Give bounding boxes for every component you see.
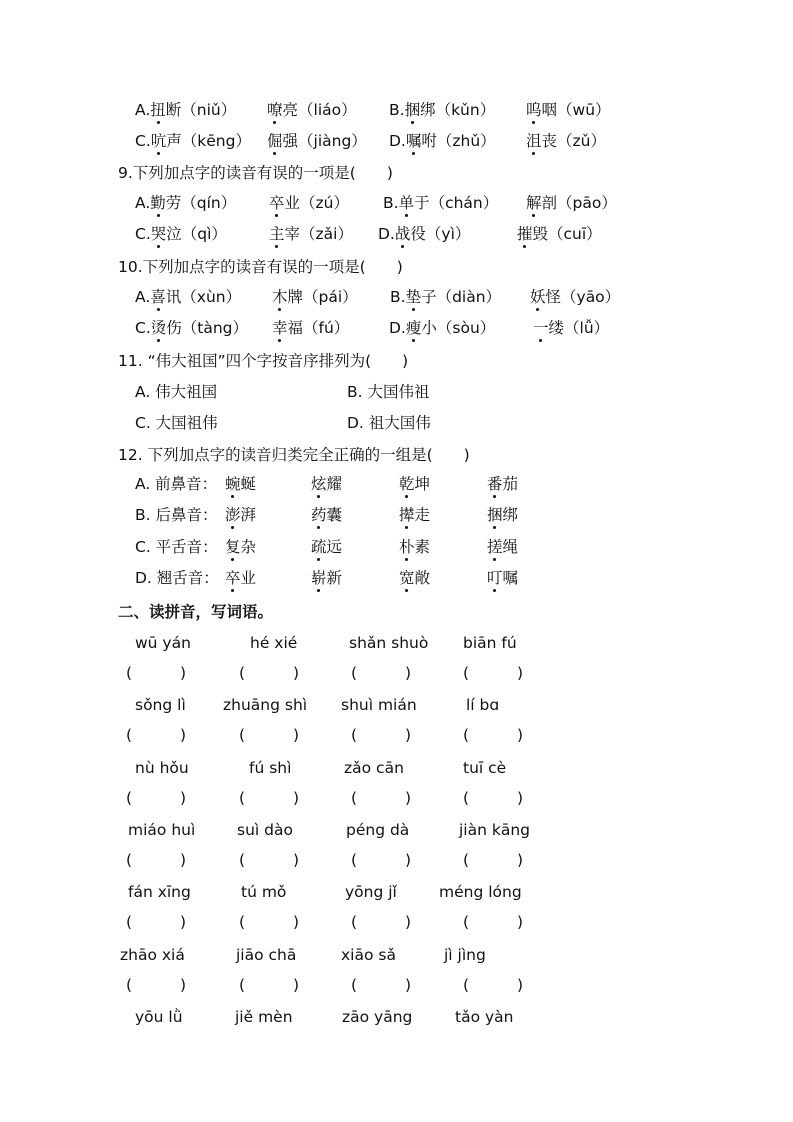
option-text: 怪（yāo） xyxy=(545,288,621,306)
pinyin-prompt: tú mǒ xyxy=(241,883,287,901)
close-paren: ) xyxy=(179,789,186,807)
option-text: 劳（qín） xyxy=(165,194,237,212)
section-2-title: 二、读拼音，写词语。 xyxy=(118,603,274,621)
close-paren: ) xyxy=(516,664,523,682)
pinyin-prompt: yōng jǐ xyxy=(345,883,397,901)
close-paren: ) xyxy=(292,726,299,744)
word-remainder: 绑 xyxy=(502,506,519,524)
q9-row1-option-1 xyxy=(269,192,349,214)
dotted-character: 摧 xyxy=(517,225,533,243)
dotted-character: 呜 xyxy=(526,101,542,119)
q8-row2-option-0 xyxy=(135,130,251,152)
option-text: 绑（kǔn） xyxy=(420,101,496,119)
word-remainder: 耀 xyxy=(326,475,343,493)
dotted-character: 朴 xyxy=(399,538,415,556)
option-letter: C. xyxy=(135,319,151,337)
word-remainder: 新 xyxy=(326,569,343,587)
dotted-character: 主 xyxy=(269,225,285,243)
option-letter: C. xyxy=(135,132,151,150)
q12-option-label: C. 平舌音： xyxy=(135,538,218,556)
option-letter: D. xyxy=(389,132,406,150)
pinyin-prompt: sǒng lì xyxy=(135,696,186,714)
word-remainder: 走 xyxy=(414,506,431,524)
q10-row2-option-0 xyxy=(135,317,248,339)
open-paren: ( xyxy=(351,976,358,994)
close-paren: ) xyxy=(516,851,523,869)
pinyin-prompt: zāo yāng xyxy=(342,1008,413,1026)
open-paren: ( xyxy=(126,789,133,807)
word-remainder: 敞 xyxy=(414,569,431,587)
option-text: 于（chán） xyxy=(414,194,499,212)
q10-row1-option-1 xyxy=(272,286,358,308)
q12-word xyxy=(311,504,342,526)
dotted-character: 垫 xyxy=(405,288,422,306)
option-text: 福（fú） xyxy=(287,319,350,337)
pinyin-prompt: lí bɑ xyxy=(466,696,500,714)
dotted-character: 幸 xyxy=(272,319,288,337)
dotted-character: 勤 xyxy=(150,194,166,212)
q12-word xyxy=(487,567,518,589)
open-paren: ( xyxy=(463,789,470,807)
dotted-character: 嘹 xyxy=(267,101,283,119)
open-paren: ( xyxy=(351,789,358,807)
q9-row1-option-0 xyxy=(135,192,236,214)
open-paren: ( xyxy=(126,664,133,682)
dotted-character: 沮 xyxy=(526,132,542,150)
option-text: 咽（wū） xyxy=(541,101,611,119)
pinyin-prompt: shǎn shuò xyxy=(349,634,429,652)
q12-word xyxy=(225,473,256,495)
question-9-title: 9.下列加点字的读音有误的一项是( ) xyxy=(118,164,393,182)
option-text: 丧（zǔ） xyxy=(541,132,606,150)
open-paren: ( xyxy=(239,976,246,994)
open-paren: ( xyxy=(351,851,358,869)
q12-word xyxy=(225,504,256,526)
close-paren: ) xyxy=(179,726,186,744)
q11-option-a: A. 伟大祖国 xyxy=(135,383,218,401)
dotted-character: 叮 xyxy=(487,569,503,587)
word-remainder: 绳 xyxy=(502,538,519,556)
pinyin-prompt: méng lóng xyxy=(439,883,522,901)
word-remainder: 湃 xyxy=(240,506,257,524)
pinyin-prompt: jiàn kāng xyxy=(459,821,530,839)
q8-row2-option-3 xyxy=(526,130,606,152)
pinyin-prompt: xiāo sǎ xyxy=(341,946,396,964)
dotted-character: 捆 xyxy=(404,101,421,119)
dotted-character: 一 xyxy=(533,319,549,337)
q8-row1-option-2 xyxy=(389,99,495,121)
q11-option-c: C. 大国祖伟 xyxy=(135,414,218,432)
close-paren: ) xyxy=(516,913,523,931)
dotted-character: 药 xyxy=(311,506,327,524)
pinyin-prompt: biān fú xyxy=(463,634,517,652)
dotted-character: 倔 xyxy=(267,132,283,150)
q8-row1-option-3 xyxy=(526,99,611,121)
dotted-character: 搓 xyxy=(487,538,503,556)
pinyin-prompt: shuì mián xyxy=(341,696,417,714)
close-paren: ) xyxy=(179,851,186,869)
close-paren: ) xyxy=(179,913,186,931)
q9-row2-option-2 xyxy=(378,223,470,245)
option-text: 宰（zǎi） xyxy=(284,225,353,243)
dotted-character: 瘦 xyxy=(405,319,422,337)
option-text: 讯（xùn） xyxy=(165,288,242,306)
dotted-character: 疏 xyxy=(311,538,327,556)
open-paren: ( xyxy=(351,726,358,744)
pinyin-prompt: jì jìng xyxy=(444,946,486,964)
pinyin-prompt: zhāo xiá xyxy=(120,946,185,964)
q12-word xyxy=(487,536,518,558)
q12-word xyxy=(487,473,518,495)
dotted-character: 撵 xyxy=(399,506,415,524)
open-paren: ( xyxy=(126,976,133,994)
dotted-character: 嘱 xyxy=(405,132,422,150)
close-paren: ) xyxy=(292,851,299,869)
open-paren: ( xyxy=(463,976,470,994)
open-paren: ( xyxy=(239,851,246,869)
pinyin-prompt: zhuāng shì xyxy=(223,696,308,714)
word-remainder: 坤 xyxy=(414,475,431,493)
open-paren: ( xyxy=(463,664,470,682)
pinyin-prompt: tuī cè xyxy=(463,759,507,777)
dotted-character: 吭 xyxy=(150,132,167,150)
q10-row1-option-2 xyxy=(390,286,501,308)
close-paren: ) xyxy=(292,913,299,931)
close-paren: ) xyxy=(404,726,411,744)
option-letter: B. xyxy=(390,288,406,306)
q12-option-label: B. 后鼻音： xyxy=(135,506,218,524)
q12-word xyxy=(311,567,342,589)
option-text: 断（niǔ） xyxy=(165,101,237,119)
dotted-character: 哭 xyxy=(150,225,167,243)
dotted-character: 烫 xyxy=(150,319,167,337)
close-paren: ) xyxy=(516,726,523,744)
option-letter: C. xyxy=(135,225,151,243)
q10-row2-option-3 xyxy=(533,317,609,339)
dotted-character: 妖 xyxy=(530,288,546,306)
close-paren: ) xyxy=(404,789,411,807)
q8-row2-option-2 xyxy=(389,130,496,152)
open-paren: ( xyxy=(239,726,246,744)
word-remainder: 茄 xyxy=(502,475,519,493)
q12-option-label: A. 前鼻音： xyxy=(135,475,218,493)
close-paren: ) xyxy=(292,976,299,994)
pinyin-prompt: suì dào xyxy=(237,821,293,839)
dotted-character: 番 xyxy=(487,475,503,493)
q12-word xyxy=(225,567,256,589)
q8-row1-option-0 xyxy=(135,99,236,121)
pinyin-prompt: fú shì xyxy=(249,759,292,777)
close-paren: ) xyxy=(179,976,186,994)
open-paren: ( xyxy=(126,726,133,744)
option-text: 伤（tàng） xyxy=(166,319,249,337)
option-text: 小（sòu） xyxy=(421,319,496,337)
option-text: 役（yì） xyxy=(410,225,471,243)
q10-row2-option-2 xyxy=(389,317,495,339)
close-paren: ) xyxy=(404,664,411,682)
q12-word xyxy=(311,536,342,558)
close-paren: ) xyxy=(292,789,299,807)
option-text: 强（jiàng） xyxy=(282,132,367,150)
pinyin-prompt: nù hǒu xyxy=(135,759,189,777)
pinyin-prompt: hé xié xyxy=(250,634,298,652)
q12-option-label: D. 翘舌音： xyxy=(135,569,219,587)
option-letter: B. xyxy=(383,194,399,212)
q12-word xyxy=(311,473,342,495)
dotted-character: 炫 xyxy=(311,475,327,493)
open-paren: ( xyxy=(126,851,133,869)
word-remainder: 业 xyxy=(240,569,257,587)
option-text: 毁（cuī） xyxy=(532,225,602,243)
dotted-character: 乾 xyxy=(399,475,415,493)
open-paren: ( xyxy=(239,664,246,682)
option-letter: A. xyxy=(135,288,151,306)
word-remainder: 嘱 xyxy=(502,569,519,587)
dotted-character: 战 xyxy=(394,225,411,243)
q8-row2-option-1 xyxy=(267,130,367,152)
option-letter: A. xyxy=(135,101,151,119)
dotted-character: 卒 xyxy=(269,194,285,212)
option-letter: D. xyxy=(378,225,395,243)
q9-row1-option-2 xyxy=(383,192,498,214)
dotted-character: 木 xyxy=(272,288,288,306)
close-paren: ) xyxy=(516,789,523,807)
option-text: 泣（qì） xyxy=(166,225,227,243)
question-10-title: 10.下列加点字的读音有误的一项是( ) xyxy=(118,258,403,276)
word-remainder: 远 xyxy=(326,538,343,556)
dotted-character: 卒 xyxy=(225,569,241,587)
word-remainder: 蜒 xyxy=(240,475,257,493)
option-letter: A. xyxy=(135,194,151,212)
q10-row1-option-3 xyxy=(530,286,620,308)
question-12-title: 12. 下列加点字的读音归类完全正确的一组是( ) xyxy=(118,446,470,464)
pinyin-prompt: zǎo cān xyxy=(344,759,404,777)
q12-word xyxy=(399,473,430,495)
dotted-character: 复 xyxy=(225,538,241,556)
question-11-title: 11. “伟大祖国”四个字按音序排列为( ) xyxy=(118,352,409,370)
option-letter: B. xyxy=(389,101,405,119)
close-paren: ) xyxy=(404,913,411,931)
pinyin-prompt: jiě mèn xyxy=(235,1008,293,1026)
pinyin-prompt: tǎo yàn xyxy=(455,1008,514,1026)
close-paren: ) xyxy=(404,976,411,994)
option-text: 剖（pāo） xyxy=(541,194,617,212)
close-paren: ) xyxy=(404,851,411,869)
option-text: 牌（pái） xyxy=(287,288,358,306)
q12-word xyxy=(399,536,430,558)
pinyin-prompt: miáo huì xyxy=(128,821,196,839)
q8-row1-option-1 xyxy=(267,99,357,121)
pinyin-prompt: jiāo chā xyxy=(236,946,297,964)
q12-word xyxy=(487,504,518,526)
option-text: 子（diàn） xyxy=(421,288,502,306)
dotted-character: 捆 xyxy=(487,506,503,524)
dotted-character: 宽 xyxy=(399,569,415,587)
q10-row1-option-0 xyxy=(135,286,241,308)
open-paren: ( xyxy=(239,913,246,931)
word-remainder: 杂 xyxy=(240,538,257,556)
option-text: 亮（liáo） xyxy=(282,101,357,119)
open-paren: ( xyxy=(239,789,246,807)
word-remainder: 素 xyxy=(414,538,431,556)
pinyin-prompt: wū yán xyxy=(135,634,191,652)
open-paren: ( xyxy=(351,913,358,931)
option-text: 声（kēng） xyxy=(166,132,251,150)
dotted-character: 单 xyxy=(398,194,415,212)
q10-row2-option-1 xyxy=(272,317,349,339)
option-text: 业（zú） xyxy=(284,194,349,212)
pinyin-prompt: fán xīng xyxy=(128,883,191,901)
q12-word xyxy=(399,504,430,526)
close-paren: ) xyxy=(179,664,186,682)
dotted-character: 崭 xyxy=(311,569,327,587)
q9-row2-option-1 xyxy=(269,223,353,245)
q12-word xyxy=(225,536,256,558)
open-paren: ( xyxy=(463,913,470,931)
close-paren: ) xyxy=(516,976,523,994)
dotted-character: 喜 xyxy=(150,288,166,306)
q11-option-b: B. 大国伟祖 xyxy=(347,383,430,401)
option-text: 咐（zhǔ） xyxy=(421,132,496,150)
pinyin-prompt: péng dà xyxy=(346,821,410,839)
q12-word xyxy=(399,567,430,589)
open-paren: ( xyxy=(463,726,470,744)
word-remainder: 囊 xyxy=(326,506,343,524)
open-paren: ( xyxy=(126,913,133,931)
open-paren: ( xyxy=(351,664,358,682)
dotted-character: 解 xyxy=(526,194,542,212)
q11-option-d: D. 祖大国伟 xyxy=(347,414,431,432)
open-paren: ( xyxy=(463,851,470,869)
close-paren: ) xyxy=(292,664,299,682)
option-text: 缕（lǚ） xyxy=(548,319,610,337)
q9-row2-option-3 xyxy=(517,223,602,245)
dotted-character: 蜿 xyxy=(225,475,241,493)
q9-row1-option-3 xyxy=(526,192,617,214)
dotted-character: 扭 xyxy=(150,101,166,119)
q9-row2-option-0 xyxy=(135,223,227,245)
pinyin-prompt: yōu lǜ xyxy=(135,1008,183,1026)
option-letter: D. xyxy=(389,319,406,337)
dotted-character: 澎 xyxy=(225,506,241,524)
